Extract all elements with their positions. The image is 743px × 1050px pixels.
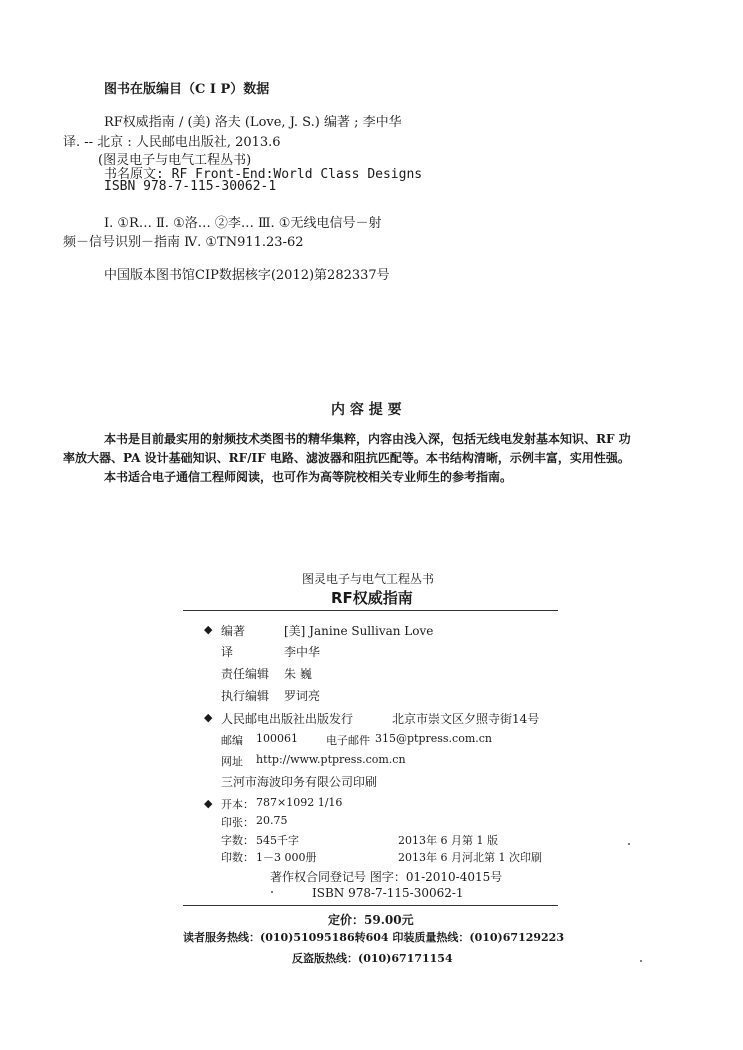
cip-line: Ⅰ. ①R… Ⅱ. ①洛… ②李… Ⅲ. ①无线电信号－射: [104, 216, 382, 231]
bullet-icon: ◆: [204, 797, 213, 810]
top-divider: [183, 610, 558, 611]
editor-label: 责任编辑: [221, 667, 270, 681]
sheets-label: 印张：: [221, 816, 254, 829]
email-value: 315@ptpress.com.cn: [375, 732, 493, 745]
format-label: 开本：: [221, 798, 254, 811]
summary-paragraph: 本书适合电子通信工程师阅读，也可作为高等院校相关专业师生的参考指南。: [104, 470, 513, 484]
summary-paragraph: 率放大器、PA 设计基础知识、RF/IF 电路、滤波器和阻抗匹配等。本书结构清晰，示例丰富，实用性强。: [63, 451, 630, 465]
bullet-icon: ◆: [204, 623, 213, 636]
printer: 三河市海波印务有限公司印刷: [221, 775, 378, 789]
copies-value: 1－3 000册: [256, 851, 317, 864]
copies-label: 印数：: [221, 851, 254, 864]
bottom-divider: [183, 905, 558, 906]
publisher-address: 北京市崇文区夕照寺街14号: [392, 712, 540, 726]
words-value: 545千字: [256, 834, 299, 847]
isbn: ISBN 978-7-115-30062-1: [312, 886, 464, 900]
cip-heading: 图书在版编目（C I P）数据: [104, 82, 270, 97]
author-value: [美] Janine Sullivan Love: [284, 624, 434, 638]
author-label: 编著: [221, 624, 246, 638]
copyright-registration: 著作权合同登记号 图字：01-2010-4015号: [270, 870, 503, 884]
hotlines: 读者服务热线：(010)51095186转604 印装质量热线：(010)67129223: [183, 931, 564, 944]
cip-line: 书名原文: RF Front-End:World Class Designs: [104, 167, 423, 182]
postcode-value: 100061: [256, 732, 298, 745]
exec-editor-value: 罗词亮: [284, 689, 321, 703]
cip-line: 译. -- 北京 : 人民邮电出版社, 2013.6: [63, 135, 281, 150]
anti-piracy-hotline: 反盗版热线：(010)67171154: [292, 952, 453, 965]
format-value: 787×1092 1/16: [256, 796, 343, 809]
summary-title: 内 容 提 要: [331, 402, 402, 418]
edition: 2013年 6 月第 1 版: [398, 834, 498, 847]
price: 定价：59.00元: [328, 913, 414, 927]
words-label: 字数：: [221, 834, 254, 847]
web-label: 网址: [221, 755, 243, 768]
cip-number: 中国版本图书馆CIP数据核字(2012)第282337号: [104, 268, 390, 283]
book-title: RF权威指南: [331, 589, 413, 607]
printing: 2013年 6 月河北第 1 次印刷: [398, 851, 542, 864]
sheets-value: 20.75: [256, 814, 288, 827]
cip-line: (图灵电子与电气工程丛书): [98, 153, 252, 168]
translator-label: 译: [221, 645, 234, 659]
exec-editor-label: 执行编辑: [221, 689, 270, 703]
speck: [271, 891, 273, 893]
postcode-label: 邮编: [221, 734, 243, 747]
publisher: 人民邮电出版社出版发行: [221, 712, 354, 726]
editor-value: 朱 巍: [284, 667, 312, 681]
summary-paragraph: 本书是目前最实用的射频技术类图书的精华集粹，内容由浅入深，包括无线电发射基本知识、RF 功: [104, 432, 631, 446]
cip-line: 频－信号识别－指南 Ⅳ. ①TN911.23-62: [63, 235, 304, 250]
translator-value: 李中华: [284, 645, 321, 659]
email-label: 电子邮件: [326, 734, 370, 747]
speck: [640, 960, 642, 962]
series-name: 图灵电子与电气工程丛书: [302, 572, 435, 586]
speck: [628, 843, 630, 845]
web-value: http://www.ptpress.com.cn: [256, 753, 406, 766]
cip-line: RF权威指南 / (美) 洛夫 (Love, J. S.) 编著 ; 李中华: [104, 115, 402, 130]
bullet-icon: ◆: [204, 711, 213, 724]
cip-isbn: ISBN 978-7-115-30062-1: [104, 179, 277, 194]
